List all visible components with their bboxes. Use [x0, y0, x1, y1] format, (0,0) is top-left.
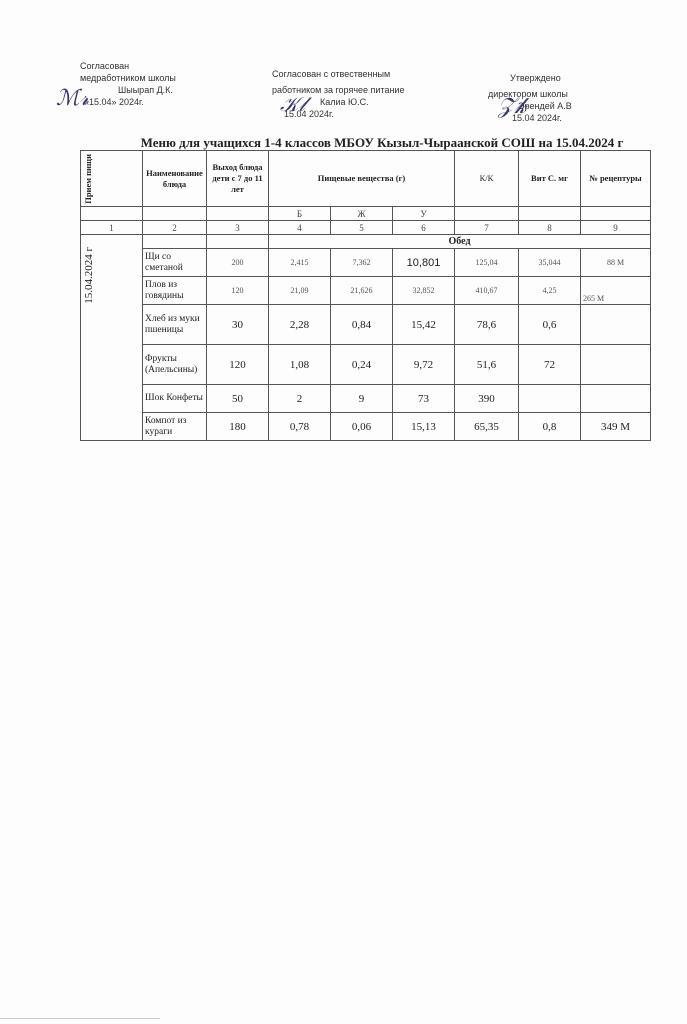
approval-medic [80, 60, 240, 108]
dish-rec: 88 М [581, 249, 651, 277]
dish-vyhod: 120 [207, 277, 269, 305]
dish-kk: 125,04 [455, 249, 519, 277]
colnum: 3 [207, 221, 269, 235]
menu-table [80, 150, 651, 441]
colnum: 9 [581, 221, 651, 235]
dish-vyhod: 120 [207, 345, 269, 385]
colnum-row [81, 221, 651, 235]
dish-name: Шок Конфеты [143, 385, 207, 413]
colnum: 6 [393, 221, 455, 235]
table-row [81, 305, 651, 345]
approval-line: Утверждено [510, 73, 561, 83]
dish-vyhod: 50 [207, 385, 269, 413]
table-row [81, 249, 651, 277]
dish-u: 9,72 [393, 345, 455, 385]
dish-u: 10,801 [393, 249, 455, 277]
dish-kk: 410,67 [455, 277, 519, 305]
date-text: 15.04.2024 г [83, 247, 95, 304]
dish-kk: 78,6 [455, 305, 519, 345]
dish-rec [581, 385, 651, 413]
dish-zh: 0,06 [331, 413, 393, 441]
approval-date: 15.04 2024г. [512, 113, 562, 123]
dish-zh: 0,24 [331, 345, 393, 385]
colnum: 1 [81, 221, 143, 235]
header-name: Наименование блюда [143, 151, 207, 207]
dish-kk: 51,6 [455, 345, 519, 385]
header-zh: Ж [331, 207, 393, 221]
scan-edge-line [0, 1018, 160, 1019]
dish-b: 0,78 [269, 413, 331, 441]
header-b: Б [269, 207, 331, 221]
table-row [81, 385, 651, 413]
dish-vit [519, 385, 581, 413]
dish-b: 2,415 [269, 249, 331, 277]
dish-zh: 9 [331, 385, 393, 413]
approval-signer: Эрендей А.В [518, 101, 572, 111]
dish-vit: 72 [519, 345, 581, 385]
dish-rec [581, 305, 651, 345]
header-pv: Пищевые вещества (г) [269, 151, 455, 207]
dish-rec: 349 М [581, 413, 651, 441]
header-priem [81, 151, 143, 207]
header-vyhod: Выход блюда дети с 7 до 11 лет [207, 151, 269, 207]
dish-name: Хлеб из муки пшеницы [143, 305, 207, 345]
colnum: 5 [331, 221, 393, 235]
dish-b: 2,28 [269, 305, 331, 345]
colnum: 4 [269, 221, 331, 235]
colnum: 2 [143, 221, 207, 235]
approval-date: 15.04 2024г. [284, 109, 334, 119]
dish-zh: 21,626 [331, 277, 393, 305]
dish-u: 15,42 [393, 305, 455, 345]
dish-vit: 0,8 [519, 413, 581, 441]
dish-vyhod: 180 [207, 413, 269, 441]
dish-name: Фрукты (Апельсины) [143, 345, 207, 385]
approval-line: Согласован [80, 61, 130, 71]
table-row [81, 277, 651, 305]
dish-kk: 390 [455, 385, 519, 413]
dish-name: Плов из говядины [143, 277, 207, 305]
dish-rec [581, 345, 651, 385]
dish-u: 32,852 [393, 277, 455, 305]
colnum: 8 [519, 221, 581, 235]
dish-zh: 0,84 [331, 305, 393, 345]
signature-medic: ℳ𝓇 [56, 86, 89, 111]
header-u: У [393, 207, 455, 221]
signature-director: 𝒵𝓀 [498, 94, 527, 119]
date-cell [81, 235, 143, 441]
signature-food: 𝒦𝓁 [280, 92, 306, 116]
header-kk: К/К [455, 151, 519, 207]
approval-line: работником за горячее питание [272, 85, 405, 95]
page-title: Меню для учащихся 1-4 классов МБОУ Кызыл-Чыраанской СОШ на 15.04.2024 г [140, 135, 624, 150]
subheader-row [81, 207, 651, 221]
header-row [81, 151, 651, 207]
approval-line: директором школы [488, 89, 568, 99]
dish-u: 15,13 [393, 413, 455, 441]
dish-name: Щи со сметаной [143, 249, 207, 277]
dish-vit: 4,25 [519, 277, 581, 305]
table-row [81, 413, 651, 441]
dish-b: 2 [269, 385, 331, 413]
approval-line: Согласован с отвественным [272, 69, 391, 79]
colnum: 7 [455, 221, 519, 235]
header-vit: Вит С. мг [519, 151, 581, 207]
dish-vit: 0,6 [519, 305, 581, 345]
approval-signer: Калиа Ю.С. [320, 97, 369, 107]
meal-row [81, 235, 651, 249]
approval-date: «15.04» 2024г. [84, 97, 144, 107]
header-rec: № рецептуры [581, 151, 651, 207]
table-row [81, 345, 651, 385]
dish-zh: 7,362 [331, 249, 393, 277]
header-priem-text: Прием пищи [83, 153, 93, 204]
dish-b: 1,08 [269, 345, 331, 385]
dish-rec: 265 М [581, 277, 651, 305]
meal-label: Обед [269, 235, 651, 249]
dish-u: 73 [393, 385, 455, 413]
dish-vyhod: 200 [207, 249, 269, 277]
dish-b: 21,09 [269, 277, 331, 305]
dish-vyhod: 30 [207, 305, 269, 345]
approval-signer: Шыырап Д.К. [118, 85, 173, 95]
dish-vit: 35,044 [519, 249, 581, 277]
approval-line: медработником школы [80, 73, 176, 83]
dish-kk: 65,35 [455, 413, 519, 441]
dish-name: Компот из кураги [143, 413, 207, 441]
